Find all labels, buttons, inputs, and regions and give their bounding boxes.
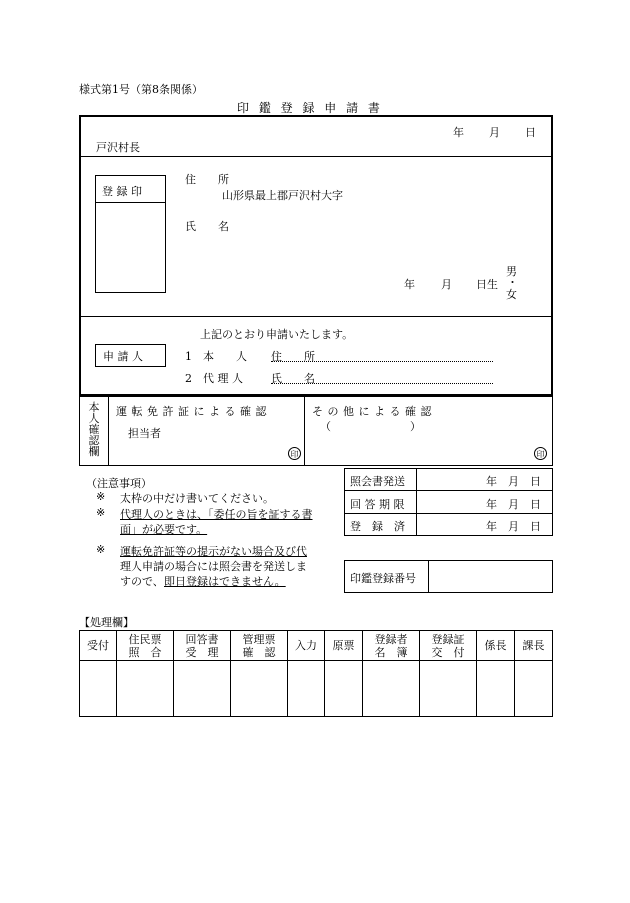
col-mgmt-confirm: 管理票 確 認 bbox=[231, 631, 288, 661]
cell-mgmt-confirm[interactable] bbox=[231, 661, 288, 717]
cell-reception[interactable] bbox=[80, 661, 117, 717]
note-item-3-line-3a: すので、 bbox=[120, 575, 164, 588]
address-label: 住 所 bbox=[185, 173, 229, 186]
cell-cert-issue[interactable] bbox=[420, 661, 477, 717]
sex-male[interactable]: 男 bbox=[506, 265, 517, 278]
applicant-label: 申 請 人 bbox=[103, 350, 143, 363]
status-date-reply-deadline[interactable]: 年 月 日 bbox=[486, 498, 541, 511]
applicant-agent: 2 代 理 人 bbox=[185, 372, 243, 385]
addressee: 戸沢村長 bbox=[96, 141, 140, 154]
col-input: 入力 bbox=[288, 631, 325, 661]
processing-heading: 【処理欄】 bbox=[79, 616, 134, 629]
note-item-2-line-1: 代理人のときは、「委任の旨を証する書 bbox=[120, 508, 313, 521]
other-paren-open: （ bbox=[320, 420, 331, 433]
other-paren-close: ） bbox=[410, 420, 421, 433]
col-section-head: 課長 bbox=[515, 631, 553, 661]
address-value[interactable]: 山形県最上郡戸沢村大字 bbox=[222, 189, 343, 202]
form-number: 様式第1号（第8条関係） bbox=[79, 83, 203, 96]
applicant-address-line[interactable] bbox=[271, 361, 493, 362]
col-chief: 係長 bbox=[477, 631, 515, 661]
note-item-2-line-2: 面」が必要です。 bbox=[120, 523, 208, 536]
applicant-agent-name-label: 氏 名 bbox=[271, 372, 315, 385]
cell-input[interactable] bbox=[288, 661, 325, 717]
col-reception: 受付 bbox=[80, 631, 117, 661]
seal-number-label: 印鑑登録番号 bbox=[350, 572, 416, 585]
license-confirm-label: 運 転 免 許 証 に よ る 確 認 bbox=[116, 405, 267, 418]
staff-label: 担当者 bbox=[128, 427, 161, 440]
col-registrant-list: 登録者 名 簿 bbox=[363, 631, 420, 661]
name-label: 氏 名 bbox=[185, 220, 229, 233]
note-mark: ※ bbox=[96, 543, 106, 556]
note-item-3-line-1: 運転免許証等の提示がない場合及び代 bbox=[120, 545, 307, 558]
cell-reply-receipt[interactable] bbox=[174, 661, 231, 717]
status-label-inquiry-sent: 照会書発送 bbox=[350, 475, 405, 488]
date-month-label: 月 bbox=[489, 126, 500, 139]
staff-seal-mark: 印 bbox=[288, 447, 301, 460]
status-label-registered: 登 録 済 bbox=[350, 520, 405, 533]
cell-registrant-list[interactable] bbox=[363, 661, 420, 717]
seal-box-label: 登 録 印 bbox=[102, 185, 142, 198]
note-mark: ※ bbox=[96, 506, 106, 519]
confirm-vertical-label: 本人確認欄 bbox=[88, 401, 100, 458]
status-date-inquiry-sent[interactable]: 年 月 日 bbox=[486, 475, 541, 488]
note-item-1: 太枠の中だけ書いてください。 bbox=[120, 492, 274, 505]
other-seal-mark: 印 bbox=[534, 447, 547, 460]
other-confirm-label: そ の 他 に よ る 確 認 bbox=[312, 405, 432, 418]
note-item-3-line-2: 理人申請の場合には照会書を発送しま bbox=[120, 560, 307, 573]
processing-table bbox=[79, 630, 553, 717]
note-item-3-line-3b: 即日登録はできません。 bbox=[164, 575, 286, 588]
request-statement: 上記のとおり申請いたします。 bbox=[200, 328, 354, 341]
notes-heading: （注意事項） bbox=[86, 477, 152, 490]
birth-day-label: 日生 bbox=[476, 278, 498, 291]
col-resident-check: 住民票 照 合 bbox=[117, 631, 174, 661]
applicant-name-line[interactable] bbox=[271, 383, 493, 384]
cell-chief[interactable] bbox=[477, 661, 515, 717]
sex-female[interactable]: 女 bbox=[506, 288, 517, 301]
cell-section-head[interactable] bbox=[515, 661, 553, 717]
col-cert-issue: 登録証 交 付 bbox=[420, 631, 477, 661]
status-date-registered[interactable]: 年 月 日 bbox=[486, 520, 541, 533]
cell-resident-check[interactable] bbox=[117, 661, 174, 717]
col-reply-receipt: 回答書 受 理 bbox=[174, 631, 231, 661]
page-title: 印 鑑 登 録 申 請 書 bbox=[237, 101, 383, 115]
date-day-label: 日 bbox=[525, 126, 536, 139]
col-original: 原票 bbox=[325, 631, 363, 661]
applicant-self: 1 本 人 bbox=[185, 350, 247, 363]
cell-original[interactable] bbox=[325, 661, 363, 717]
birth-year-label: 年 bbox=[404, 278, 415, 291]
birth-month-label: 月 bbox=[441, 278, 452, 291]
applicant-self-address-label: 住 所 bbox=[271, 350, 315, 363]
status-label-reply-deadline: 回 答 期 限 bbox=[350, 498, 405, 511]
sex-separator: ・ bbox=[507, 276, 518, 289]
date-year-label: 年 bbox=[453, 126, 464, 139]
note-mark: ※ bbox=[96, 490, 106, 503]
